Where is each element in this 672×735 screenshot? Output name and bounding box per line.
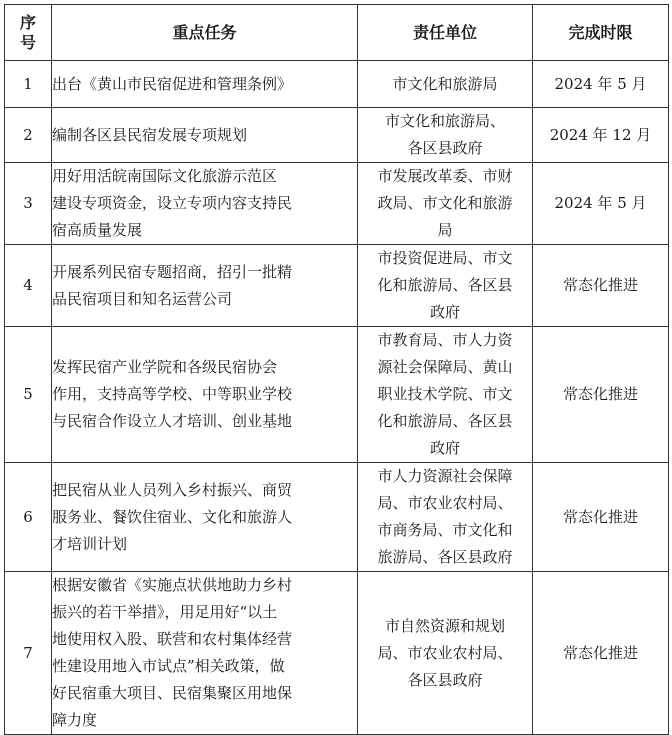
unit-cell-line: 市商务局、市文化和 (377, 521, 513, 539)
unit-cell-line: 市人力资源社会保障 (377, 467, 513, 485)
row-number: 6 (5, 463, 52, 572)
task-cell-line: 用好用活皖南国际文化旅游示范区 (52, 167, 278, 185)
unit-cell-line: 局、市农业农村局、 (377, 494, 513, 512)
header-unit: 责任单位 (358, 5, 533, 61)
task-cell-line: 振兴的若干举措》，用足用好“以土 (52, 603, 278, 621)
unit-cell (358, 245, 533, 327)
task-cell-line: 建设专项资金，设立专项内容支持民 (52, 194, 293, 212)
task-cell (52, 108, 358, 163)
row-number: 5 (5, 327, 52, 463)
task-cell-line: 把民宿从业人员列入乡村振兴、商贸 (52, 480, 293, 499)
table-body (5, 61, 669, 735)
unit-cell-line: 职业技术学院、市文 (377, 385, 513, 403)
task-cell-line: 服务业、餐饮住宿业、文化和旅游人 (52, 507, 293, 526)
row-number: 1 (5, 61, 52, 108)
task-cell (52, 327, 358, 463)
task-table (4, 4, 669, 735)
task-cell-line: 发挥民宿产业学院和各级民宿协会 (52, 358, 278, 376)
task-cell-line: 作用，支持高等学校、中等职业学校 (52, 385, 293, 403)
unit-cell-line: 各区县政府 (407, 670, 483, 689)
row-number: 7 (5, 572, 52, 735)
deadline-cell: 2024 年 12 月 (533, 108, 669, 163)
unit-cell-line: 各区县政府 (407, 139, 483, 157)
unit-cell (358, 61, 533, 108)
task-cell-line: 好民宿重大项目、民宿集聚区用地保 (52, 684, 293, 702)
header-time: 完成时限 (533, 5, 669, 61)
deadline-cell: 常态化推进 (533, 572, 669, 735)
row-number: 3 (5, 163, 52, 245)
task-cell (52, 245, 358, 327)
task-cell (52, 163, 358, 245)
table-row (5, 463, 669, 572)
unit-cell-line: 市发展改革委、市财 (377, 167, 513, 185)
task-cell-line: 障力度 (52, 711, 98, 729)
unit-cell-line: 源社会保障局、黄山 (377, 358, 513, 376)
unit-cell-line: 旅游局、各区县政府 (377, 548, 513, 566)
unit-cell (358, 463, 533, 572)
task-cell-line: 开展系列民宿专题招商，招引一批精 (52, 262, 293, 281)
unit-cell-line: 市自然资源和规划 (384, 616, 505, 635)
table-row (5, 572, 669, 735)
task-cell-line: 根据安徽省《实施点状供地助力乡村 (52, 576, 293, 594)
row-number: 4 (5, 245, 52, 327)
task-cell-line: 宿高质量发展 (52, 221, 143, 239)
task-cell (52, 463, 358, 572)
unit-cell-line: 政局、市文化和旅游 (377, 194, 513, 212)
unit-cell-line: 化和旅游局、各区县 (377, 412, 513, 430)
table-row (5, 61, 669, 108)
table-row (5, 163, 669, 245)
unit-cell-line: 市文化和旅游局、 (384, 112, 505, 130)
header-row (5, 5, 669, 61)
unit-cell (358, 327, 533, 463)
task-cell-line: 出台《黄山市民宿促进和管理条例》 (52, 74, 293, 93)
deadline-cell: 常态化推进 (533, 463, 669, 572)
deadline-cell: 2024 年 5 月 (533, 163, 669, 245)
task-cell-line: 才培训计划 (52, 534, 128, 553)
task-cell-line: 性建设用地入市试点”相关政策，做 (52, 657, 285, 675)
table-row (5, 327, 669, 463)
task-cell-line: 品民宿项目和知名运营公司 (52, 289, 233, 308)
row-number: 2 (5, 108, 52, 163)
task-cell-line: 与民宿合作设立人才培训、创业基地 (52, 412, 293, 430)
task-cell (52, 572, 358, 735)
unit-cell (358, 572, 533, 735)
task-cell (52, 61, 358, 108)
unit-cell-line: 市文化和旅游局 (392, 74, 498, 93)
deadline-cell: 2024 年 5 月 (533, 61, 669, 108)
unit-cell-line: 局、市农业农村局、 (377, 643, 513, 662)
unit-cell-line: 化和旅游局、各区县 (377, 276, 513, 294)
unit-cell-line: 市教育局、市人力资 (377, 331, 513, 349)
header-no: 序 号 (5, 5, 52, 61)
task-cell-line: 编制各区县民宿发展专项规划 (52, 125, 248, 144)
table-row (5, 245, 669, 327)
deadline-cell: 常态化推进 (533, 327, 669, 463)
unit-cell-line: 政府 (429, 303, 460, 321)
unit-cell (358, 108, 533, 163)
unit-cell-line: 局 (437, 221, 453, 239)
unit-cell (358, 163, 533, 245)
unit-cell-line: 市投资促进局、市文 (377, 249, 513, 267)
task-cell-line: 地使用权入股、联营和农村集体经营 (52, 630, 293, 648)
deadline-cell: 常态化推进 (533, 245, 669, 327)
table-row (5, 108, 669, 163)
header-task: 重点任务 (52, 5, 358, 61)
unit-cell-line: 政府 (429, 439, 460, 457)
